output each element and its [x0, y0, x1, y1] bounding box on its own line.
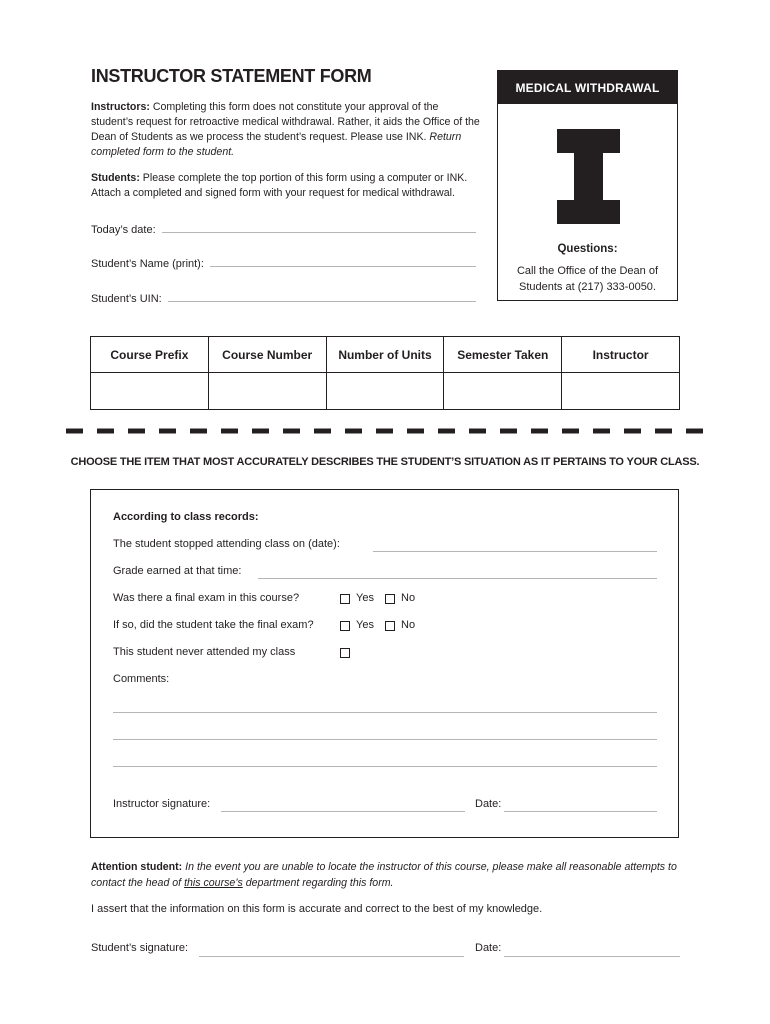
final-exam-question: Was there a final exam in this course?	[113, 592, 300, 604]
instructor-date-label: Date:	[475, 798, 502, 810]
instructor-signature-label: Instructor signature:	[113, 798, 211, 810]
todays-date-label: Today’s date:	[91, 224, 156, 236]
todays-date-line[interactable]	[162, 232, 476, 233]
instructor-signature-line[interactable]	[221, 811, 465, 812]
grade-earned-line[interactable]	[258, 578, 657, 579]
medical-withdrawal-header: MEDICAL WITHDRAWAL	[498, 71, 677, 104]
attention-text-1: In the event you are unable to locate the instructor of this course, please make all reasonable attempts to contact the head of	[91, 861, 677, 889]
course-table-header-row	[91, 337, 680, 373]
todays-date-field[interactable]	[91, 220, 476, 236]
instructor-cell[interactable]	[562, 373, 680, 410]
never-attended-label: This student never attended my class	[113, 646, 296, 658]
col-semester-taken: Semester Taken	[444, 337, 562, 373]
instructors-label: Instructors:	[91, 101, 150, 113]
student-date-label: Date:	[475, 942, 502, 954]
col-instructor: Instructor	[562, 337, 680, 373]
attention-paragraph	[91, 859, 691, 891]
final-exam-no-label: No	[401, 592, 416, 604]
course-table	[90, 336, 680, 410]
student-name-line[interactable]	[210, 266, 476, 267]
student-signature-line[interactable]	[199, 956, 464, 957]
block-i-logo-icon	[557, 129, 620, 224]
stopped-attending-label: The student stopped attending class on (date):	[113, 538, 340, 550]
students-paragraph	[91, 171, 481, 201]
questions-text: Call the Office of the Dean of Students at (217) 333-0050.	[516, 265, 659, 293]
student-uin-label: Student’s UIN:	[91, 293, 162, 305]
students-label: Students:	[91, 172, 140, 184]
course-prefix-cell[interactable]	[91, 373, 209, 410]
grade-earned-label: Grade earned at that time:	[113, 565, 242, 577]
took-final-yes-label: Yes	[356, 619, 374, 631]
instructors-text: Completing this form does not constitute your approval of the student’s request for retroactive medical withdrawal. Rather, it aids the Office of the Dean of Students as we process the student’s request. Please use INK.	[91, 101, 480, 143]
course-number-cell[interactable]	[208, 373, 326, 410]
took-final-question: If so, did the student take the final exam?	[113, 619, 314, 631]
instructor-section-box	[90, 489, 679, 838]
medical-withdrawal-box	[497, 70, 678, 301]
students-text: Please complete the top portion of this form using a computer or INK. Attach a completed and signed form with your request for medical withdrawal.	[91, 172, 468, 199]
cut-line-divider	[66, 428, 706, 434]
took-final-no-label: No	[401, 619, 416, 631]
attention-label: Attention student:	[91, 861, 183, 873]
course-table-row	[91, 373, 680, 410]
student-uin-line[interactable]	[168, 301, 476, 302]
class-records-label: According to class records:	[113, 511, 259, 523]
section-heading: CHOOSE THE ITEM THAT MOST ACCURATELY DESCRIBES THE STUDENT’S SITUATION AS IT PERTAINS TO YOUR CLASS.	[70, 456, 700, 468]
instructors-paragraph	[91, 100, 481, 160]
student-date-line[interactable]	[504, 956, 680, 957]
comments-line-1[interactable]	[113, 712, 657, 713]
assertion-statement: I assert that the information on this form is accurate and correct to the best of my knowledge.	[91, 903, 543, 915]
took-final-yes-checkbox[interactable]	[340, 621, 350, 631]
student-uin-field[interactable]	[91, 289, 476, 305]
semester-taken-cell[interactable]	[444, 373, 562, 410]
took-final-no-checkbox[interactable]	[385, 621, 395, 631]
final-exam-yes-checkbox[interactable]	[340, 594, 350, 604]
attention-text-2: department regarding this form.	[242, 877, 394, 889]
final-exam-yes-label: Yes	[356, 592, 374, 604]
col-course-prefix: Course Prefix	[91, 337, 209, 373]
student-name-label: Student’s Name (print):	[91, 258, 204, 270]
this-courses-underlined: this course’s	[184, 877, 243, 889]
final-exam-no-checkbox[interactable]	[385, 594, 395, 604]
stopped-attending-line[interactable]	[373, 551, 657, 552]
comments-line-2[interactable]	[113, 739, 657, 740]
form-title: INSTRUCTOR STATEMENT FORM	[91, 66, 372, 86]
number-of-units-cell[interactable]	[326, 373, 444, 410]
student-name-field[interactable]	[91, 254, 476, 270]
never-attended-checkbox[interactable]	[340, 648, 350, 658]
instructor-date-line[interactable]	[504, 811, 657, 812]
student-signature-label: Student’s signature:	[91, 942, 189, 954]
col-course-number: Course Number	[208, 337, 326, 373]
questions-label: Questions:	[557, 243, 618, 255]
col-number-of-units: Number of Units	[326, 337, 444, 373]
comments-line-3[interactable]	[113, 766, 657, 767]
comments-label: Comments:	[113, 673, 170, 685]
return-instruction: Return completed form to the student.	[91, 131, 462, 158]
